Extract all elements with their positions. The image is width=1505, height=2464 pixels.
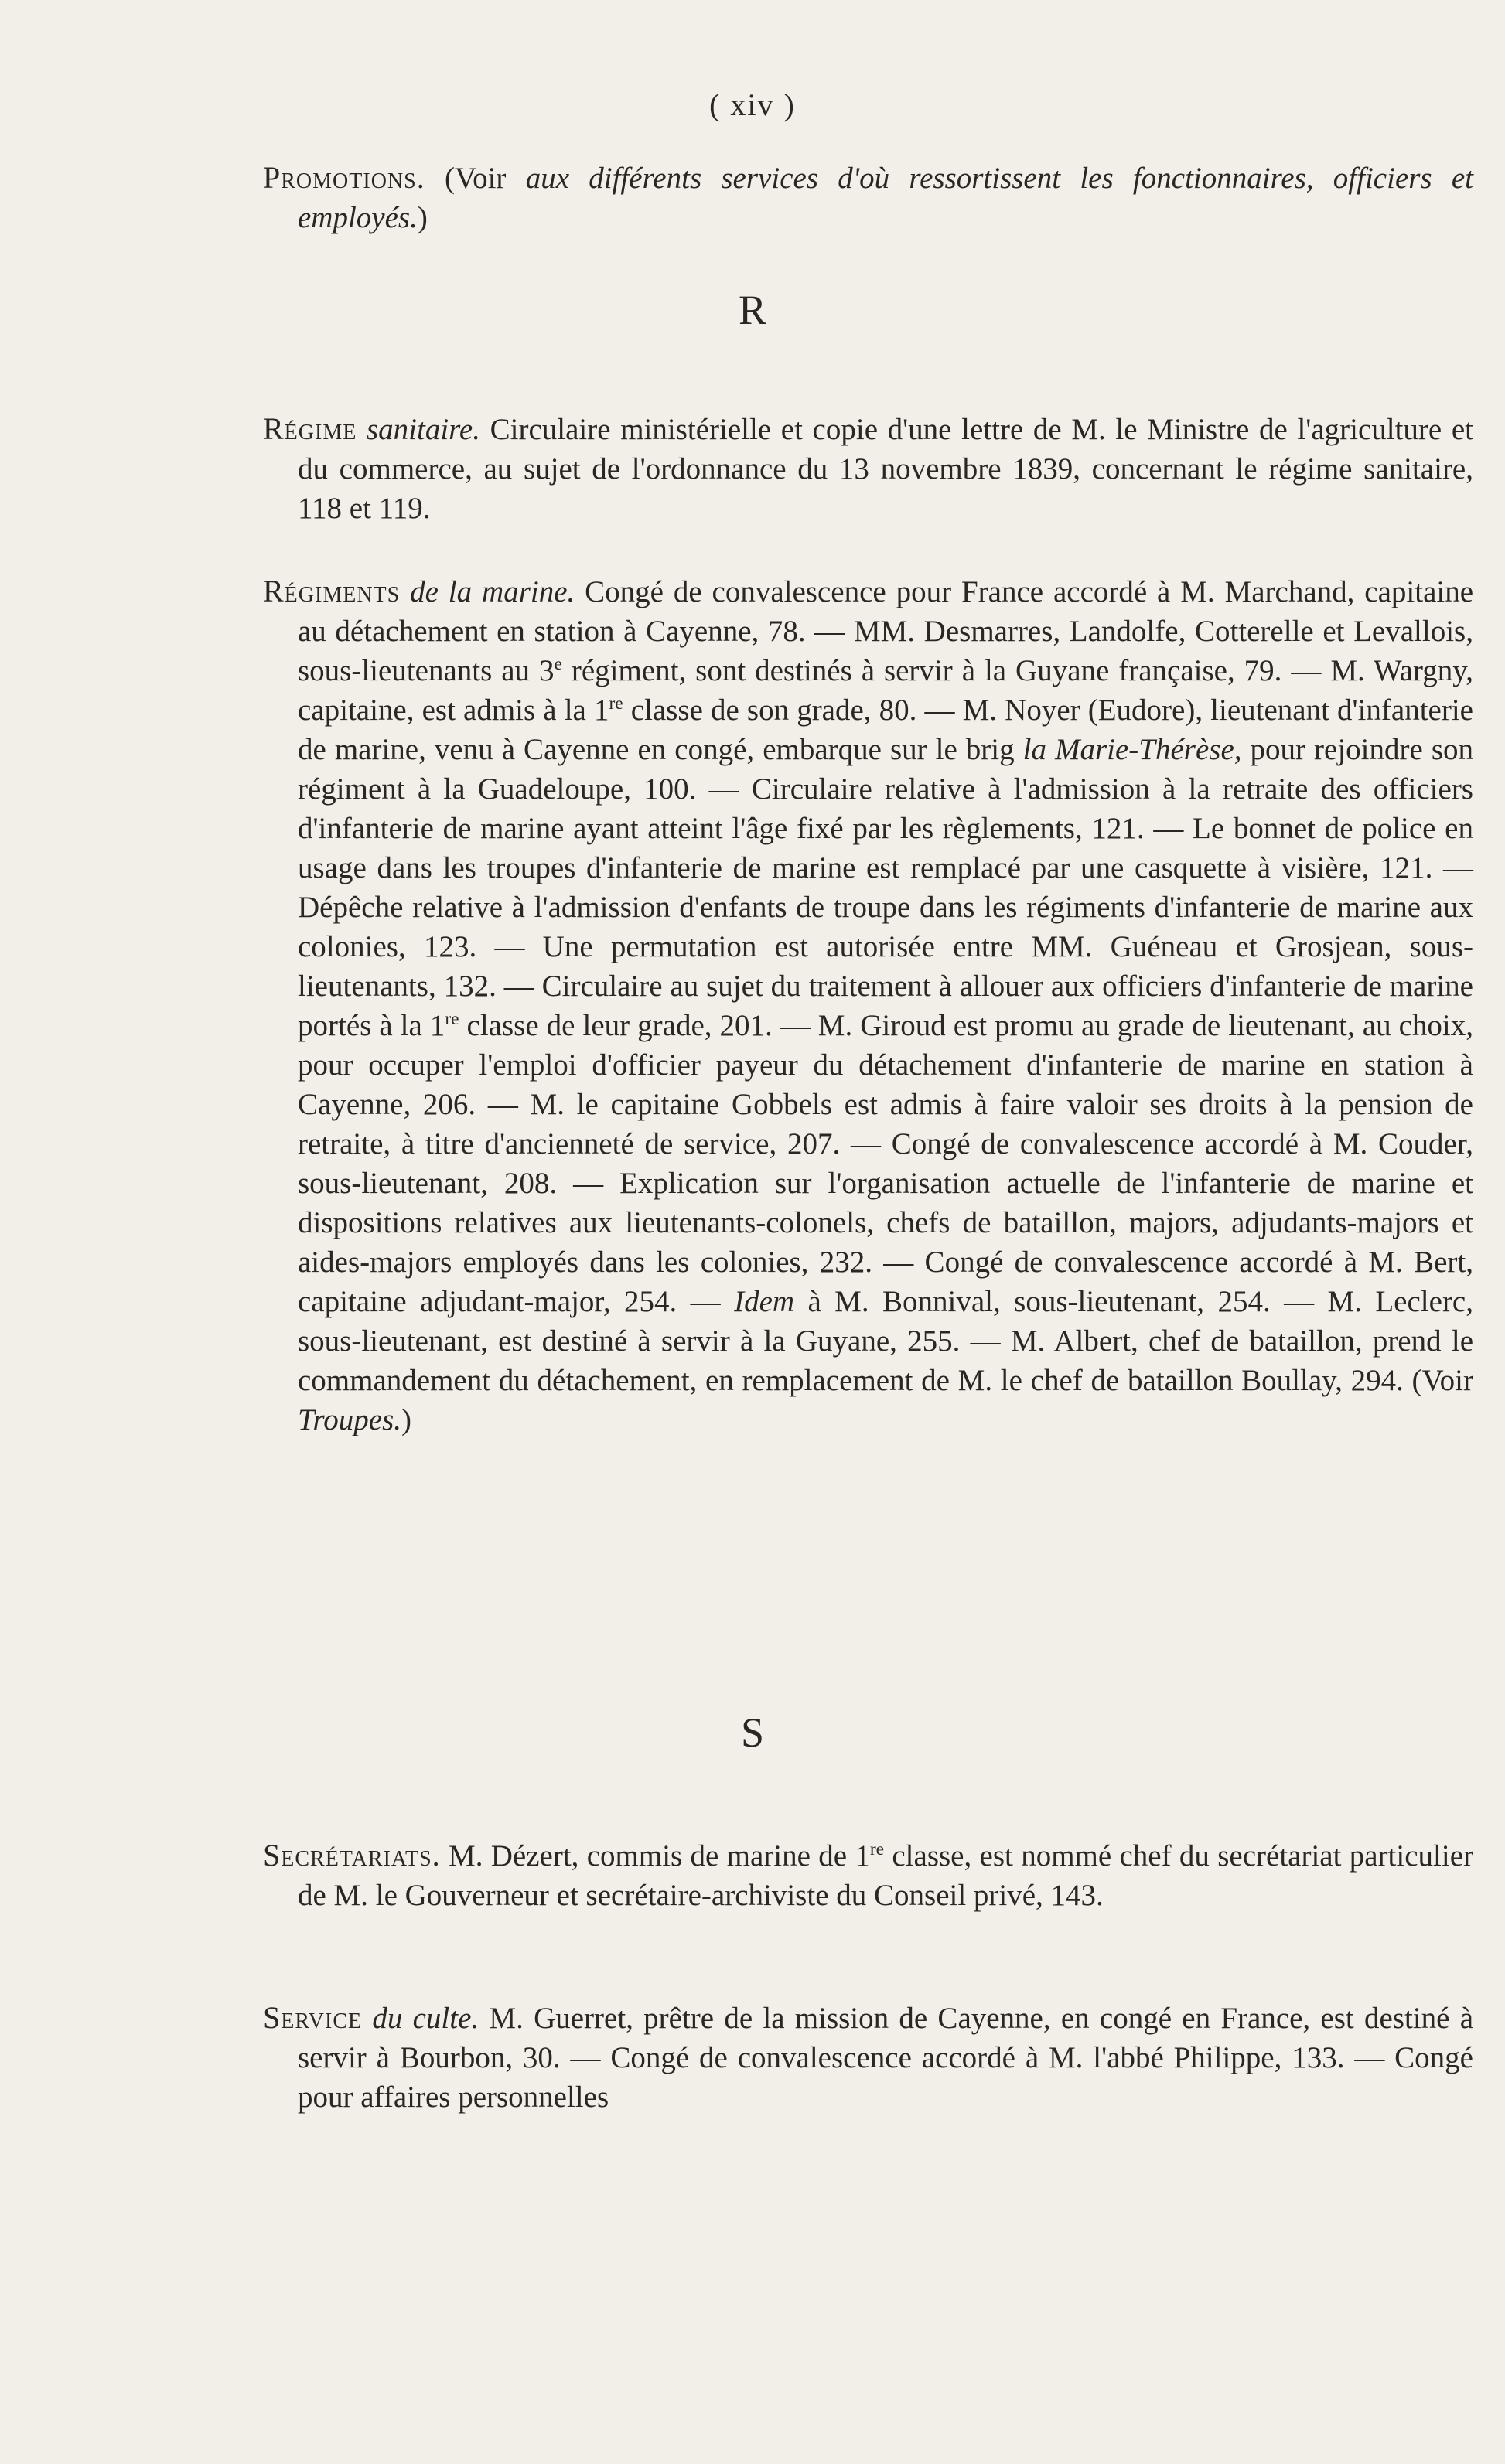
entry-promotions: Promotions. (Voir aux différents services d'où ressortissent les fonctionnaires, officiers et employés.) [263, 160, 1474, 234]
section-letter-s: S [740, 1709, 765, 1756]
entry-regiments-marine: Régiments de la marine. Congé de convalescence pour France accordé à M. Marchand, capitaine au détachement en station à Cayenne, 78. — MM. Desmarres, Landolfe, Cotterelle et Levallois, sous-lieutenants au 3e régiment, sont destinés à servir à la Guyane française, 79. — M. Wargny, capitaine, est admis à la 1re classe de son grade, 80. — M. Noyer (Eudore), lieutenant d'infanterie de marine, venu à Cayenne en congé, embarque sur le brig la Marie-Thérèse, pour rejoindre son régiment à la Guadeloupe, 100. — Circulaire relative à l'admission à la retraite des officiers d'infanterie de marine ayant atteint l'âge fixé par les règlements, 121. — Le bonnet de police en usage dans les troupes d'infanterie de marine est remplacé par une casquette à visière, 121. — Dépêche relative à l'admission d'enfants de troupe dans les régiments d'infanterie de marine aux colonies, 123. — Une permutation est autorisée entre MM. Guéneau et Grosjean, sous-lieutenants, 132. — Circulaire au sujet du traitement à allouer aux officiers d'infanterie de marine portés à la 1re classe de leur grade, 201. — M. Giroud est promu au grade de lieutenant, au choix, pour occuper l'emploi d'officier payeur du détachement d'infanterie de marine en station à Cayenne, 206. — M. le capitaine Gobbels est admis à faire valoir ses droits à la pension de retraite, à titre d'ancienneté de service, 207. — Congé de convalescence accordé à M. Couder, sous-lieutenant, 208. — Explication sur l'organisation actuelle de l'infanterie de marine et dispositions relatives aux lieutenants-colonels, chefs de bataillon, majors, adjudants-majors et aides-majors employés dans les colonies, 232. — Congé de convalescence accordé à M. Bert, capitaine adjudant-major, 254. — Idem à M. Bonnival, sous-lieutenant, 254. — M. Leclerc, sous-lieutenant, est destiné à servir à la Guyane, 255. — M. Albert, chef de bataillon, prend le commandement du détachement, en remplacement de M. le chef de bataillon Boullay, 294. (Voir Troupes.) [263, 574, 1474, 1436]
entry-secretariats: Secrétariats. M. Dézert, commis de marine de 1re classe, est nommé chef du secrétariat particulier de M. le Gouverneur et secrétaire-archiviste du Conseil privé, 143. [263, 1838, 1473, 1912]
entry-regime-sanitaire: Régime sanitaire. Circulaire ministérielle et copie d'une lettre de M. le Ministre de l'agriculture et du commerce, au sujet de l'ordonnance du 13 novembre 1839, concernant le régime sanitaire, 118 et 119. [263, 411, 1474, 525]
entry-heading: Régime [263, 411, 357, 446]
entry-heading: Service [263, 2000, 363, 2035]
entry-service-culte: Service du culte. M. Guerret, prêtre de la mission de Cayenne, en congé en France, est destiné à servir à Bourbon, 30. — Congé de convalescence accordé à M. l'abbé Philippe, 133. — Congé pour affaires personnelles [263, 2000, 1474, 2114]
entry-heading: Régiments [263, 574, 401, 608]
page-number: ( xiv ) [709, 87, 796, 122]
section-letter-r: R [738, 287, 767, 333]
entry-heading: Secrétariats. [263, 1838, 441, 1873]
entry-heading: Promotions. [263, 160, 425, 195]
